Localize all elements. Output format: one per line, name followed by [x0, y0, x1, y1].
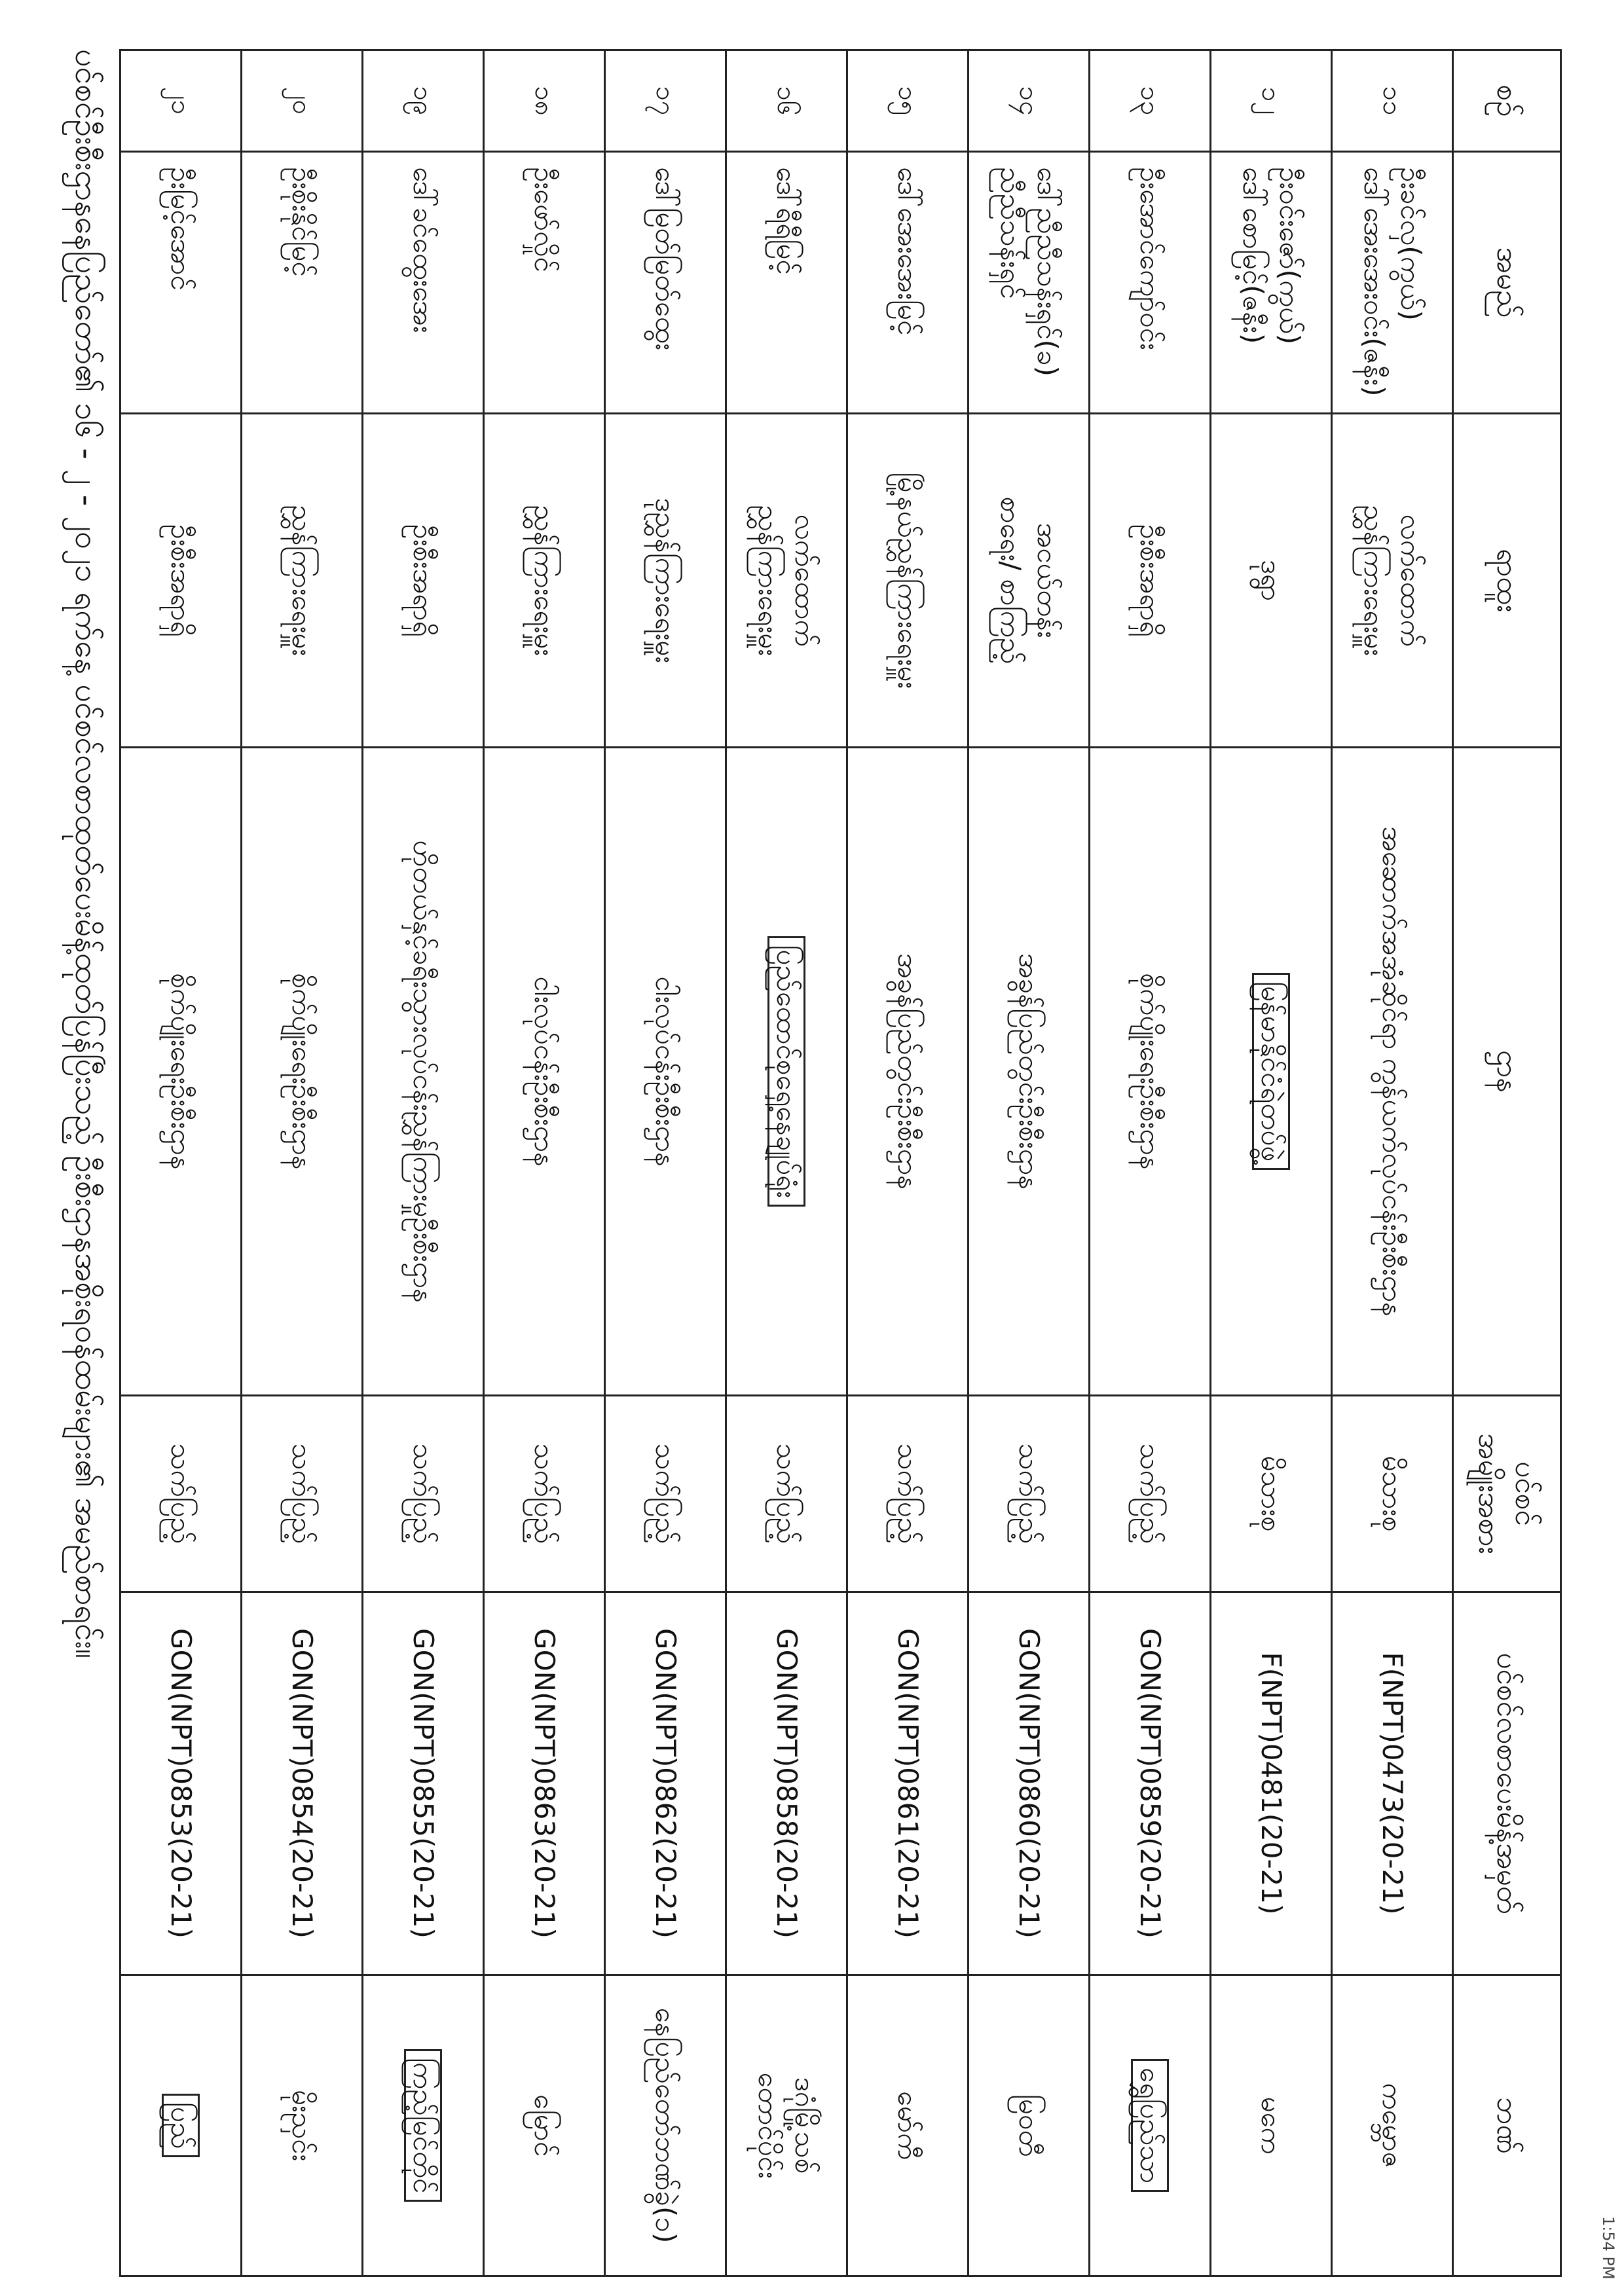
rank-line: မြို့နယ်ညွှန်ကြားရေးမှူး: [892, 472, 924, 689]
bank-text: မော်ကီ: [892, 2090, 924, 2160]
rank-line: လက်ထောက်: [789, 514, 821, 647]
cell-order-no: F(NPT)0473(20-21): [1332, 1592, 1453, 1975]
document-title: ပင်စင်ဦးစီးဌာနနေပြည်တော်၏ ၁၆ - ၂ - ၂၀၂၁ ရက်နေ့ ပင်စင်လစာထုတ်ပေးမိန့်ထုတ်ပြန်ပြီးသည့် ဦးစီးဌာနအစိုးရဝန်ထမ်းများ၏ အမည်စာရင်း။: [68, 49, 105, 1659]
department-text: ငါးလုပ်ငန်းဦးစီးဌာန: [528, 976, 561, 1167]
cell-order-no: F(NPT)0481(20-21): [1211, 1592, 1332, 1975]
cell-rank: [1211, 414, 1332, 748]
cell-department: [120, 748, 242, 1396]
department-text: အခွန်ပြည်တွင်းဦးစီးဌာန: [892, 953, 924, 1190]
cell-rank: [1332, 414, 1453, 748]
cell-pension-type: သက်ပြည့်: [605, 1396, 726, 1592]
cell-pension-type: သက်ပြည့်: [363, 1396, 484, 1592]
cell-name: [363, 152, 484, 414]
table-row: [1090, 50, 1211, 2276]
department-text: ငါးလုပ်ငန်းဦးစီးဌာန: [650, 976, 682, 1167]
table-row: [484, 50, 605, 2276]
department-text: ဟိုတယ်နှင့်ခရီးသွားလုပ်ငန်းညွှန်ကြားမှုဦးစီးဌာန: [407, 840, 439, 1303]
department-text: စိုက်ပျိုးရေးဦးစီးဌာန: [1134, 973, 1166, 1170]
cell-name: [605, 152, 726, 414]
table-row: [363, 50, 484, 2276]
cell-pension-type: မိသားစု: [1211, 1396, 1332, 1592]
bank-line: တောင်ပိုင်း: [752, 2072, 784, 2179]
bank-text: ရွှေပြည်သာ: [1131, 2059, 1169, 2192]
cell-serial: ၁၅: [847, 50, 969, 152]
bank-text: နေပြည်တော်ဘဏ်ခွဲ(၁): [650, 2007, 682, 2244]
rank-line: ညွှန်ကြားရေးမှူး: [286, 505, 318, 656]
cell-bank: [242, 1975, 363, 2276]
cell-serial: ၁၄: [969, 50, 1090, 152]
cell-department: [1090, 748, 1211, 1396]
cell-department: [726, 748, 847, 1396]
rank-line: လက်ထောက်: [1395, 514, 1427, 647]
cell-rank: [120, 414, 242, 748]
cell-department: [969, 748, 1090, 1396]
cell-bank: [1090, 1975, 1211, 2276]
header-name: အမည်: [1453, 152, 1561, 414]
table-row: [847, 50, 969, 2276]
name-line: ညီညီသန်းရှင်: [995, 167, 1027, 299]
cell-rank: [847, 414, 969, 748]
cell-name: [120, 152, 242, 414]
table-row: [1211, 50, 1332, 2276]
cell-rank: [605, 414, 726, 748]
table-row: [120, 50, 242, 2276]
rank-line: ညွှန်ကြားရေးမှူး: [528, 505, 561, 656]
cell-pension-type: သက်ပြည့်: [726, 1396, 847, 1592]
cell-rank: [484, 414, 605, 748]
cell-bank: [969, 1975, 1090, 2276]
table-row: [1332, 50, 1453, 2276]
cell-name: [1332, 152, 1453, 414]
bank-text: မကေ: [1255, 2096, 1287, 2155]
cell-rank: [1090, 414, 1211, 748]
header-pension-type-line-1: ပင်စင်: [1509, 1461, 1542, 1526]
cell-serial: ၁၈: [484, 50, 605, 152]
bank-text: မြဝတီ: [1013, 2094, 1045, 2157]
cell-department: [484, 748, 605, 1396]
cell-order-no: GON(NPT)0861(20-21): [847, 1592, 969, 1975]
cell-rank: [969, 414, 1090, 748]
cell-name: [969, 152, 1090, 414]
table-row: [242, 50, 363, 2276]
cell-order-no: GON(NPT)0854(20-21): [242, 1592, 363, 1975]
table-row: [726, 50, 847, 2276]
cell-name: [242, 152, 363, 414]
cell-department: [363, 748, 484, 1396]
cell-rank: [242, 414, 363, 748]
header-pension-type-line-2: အမျိုးအစား: [1472, 1433, 1505, 1554]
rank-line: ဒုရွာ: [1255, 559, 1287, 602]
name-line: ဦးဝင်းဇော်(ကွယ်): [1274, 167, 1306, 345]
scan-timestamp: 1:54 PM: [1599, 2216, 1617, 2280]
cell-bank: [1211, 1975, 1332, 2276]
header-pension-type: [1453, 1396, 1561, 1592]
cell-order-no: GON(NPT)0860(20-21): [969, 1592, 1090, 1975]
cell-department: [847, 748, 969, 1396]
cell-pension-type: သက်ပြည့်: [969, 1396, 1090, 1592]
cell-department: [242, 748, 363, 1396]
cell-bank: [1332, 1975, 1453, 2276]
cell-serial: ၁၁: [1332, 50, 1453, 152]
cell-department: [1332, 748, 1453, 1396]
cell-order-no: GON(NPT)0862(20-21): [605, 1592, 726, 1975]
name-line: ဒေါ်ညီညီသန်းရှင်(ခ): [1031, 167, 1063, 377]
cell-pension-type: သက်ပြည့်: [242, 1396, 363, 1592]
cell-order-no: GON(NPT)0863(20-21): [484, 1592, 605, 1975]
cell-order-no: GON(NPT)0855(20-21): [363, 1592, 484, 1975]
cell-name: [1211, 152, 1332, 414]
pension-table: [119, 49, 1562, 2277]
name-line: ဦးအောင်ကျော်ဝင်း: [1134, 167, 1166, 350]
cell-serial: ၁၆: [726, 50, 847, 152]
cell-bank: [363, 1975, 484, 2276]
bank-text: မြောင်: [528, 2094, 561, 2157]
name-line: ဒေါ်ရီရီမြင့်: [771, 167, 803, 275]
cell-bank: [726, 1975, 847, 2276]
department-text: စိုက်ပျိုးရေးဦးစီးဌာန: [165, 973, 197, 1170]
table-row: [969, 50, 1090, 2276]
cell-rank: [726, 414, 847, 748]
header-serial: စဉ်: [1453, 50, 1561, 152]
cell-serial: ၁၉: [363, 50, 484, 152]
cell-pension-type: သက်ပြည့်: [847, 1396, 969, 1592]
cell-name: [726, 152, 847, 414]
cell-serial: ၁၂: [1211, 50, 1332, 152]
cell-department: [1211, 748, 1332, 1396]
header-rank: ရာထူး: [1453, 414, 1561, 748]
name-line: ဒေါ်အေးအေးဝင်း(ဇနီး): [1358, 167, 1390, 397]
department-text: အခွန်ပြည်တွင်းဦးစီးဌာန: [1013, 953, 1045, 1190]
header-order-no: ပင်စင်လစာပေးမိန့်အမှတ်: [1453, 1592, 1561, 1975]
cell-order-no: GON(NPT)0858(20-21): [726, 1592, 847, 1975]
cell-rank: [363, 414, 484, 748]
cell-pension-type: သက်ပြည့်: [1090, 1396, 1211, 1592]
bank-text: ပြည်: [162, 2094, 200, 2158]
cell-bank: [120, 1975, 242, 2276]
rank-line: ဦးစီးအရာရှိ: [407, 524, 439, 637]
bank-text: မိုးညှင်း: [286, 2089, 318, 2162]
cell-pension-type: သက်ပြည့်: [120, 1396, 242, 1592]
bank-text: ကြည့်မြင်တိုင်: [404, 2049, 442, 2202]
cell-pension-type: သက်ပြည့်: [484, 1396, 605, 1592]
rank-line: စာရေး/ စာကြည့်: [995, 496, 1027, 665]
name-line: ဒေါ်မြတ်မြတ်ထွေး: [650, 167, 682, 350]
header-row: [1453, 50, 1561, 2276]
cell-order-no: GON(NPT)0853(20-21): [120, 1592, 242, 1975]
cell-name: [1090, 152, 1211, 414]
department-text: ပြည်ထောင်စုရှေ့နေချုပ်ရုံး: [767, 936, 805, 1207]
name-line: ဦးခင်လှ(ကွယ်): [1395, 167, 1427, 321]
table-row: [605, 50, 726, 2276]
cell-name: [484, 152, 605, 414]
header-department: ဌာန: [1453, 748, 1561, 1396]
cell-serial: ၂၀: [242, 50, 363, 152]
cell-bank: [484, 1975, 605, 2276]
department-text: အဆောက်အအုံဆိုင်ရာ ကွန်ယက်လုပ်ငန်းဦးစီးဌာန: [1376, 826, 1409, 1317]
rank-line: အငယ်တန်း: [1031, 522, 1063, 638]
cell-bank: [847, 1975, 969, 2276]
cell-serial: ၂၁: [120, 50, 242, 152]
name-line: ဒေါ်စောမြင့်(ဇနီး): [1237, 167, 1269, 344]
rank-line: ဦးစီးအရာရှိ: [165, 524, 197, 637]
name-line: ဒေါ်အေးအေးမြင့်: [892, 167, 924, 336]
cell-pension-type: မိသားစု: [1332, 1396, 1453, 1592]
rank-line: ဒုညွှန်ကြားရေးမှူး: [650, 498, 682, 663]
rank-line: ညွှန်ကြားရေးမှူး: [1358, 505, 1390, 656]
department-text: စိုက်ပျိုးရေးဦးစီးဌာန: [286, 973, 318, 1170]
cell-order-no: GON(NPT)0859(20-21): [1090, 1592, 1211, 1975]
name-line: ဒေါ်ခင်ထွေးအေး: [407, 167, 439, 333]
name-line: ဦးစိုးနိုင်မြင့်: [286, 167, 318, 277]
bank-text: ကမ္ဘောဇ: [1376, 2083, 1409, 2168]
name-line: ဦးဖော်လှိုင်: [528, 167, 561, 272]
name-line: ဦးမြင့်အောင်: [165, 167, 197, 291]
header-bank: ဘဏ်: [1453, 1975, 1561, 2276]
bank-line: ဒဂုံမြို့သစ်: [789, 2077, 821, 2174]
cell-name: [847, 152, 969, 414]
rank-line: ညွှန်ကြားရေးမှူး: [752, 505, 784, 656]
department-text: မြန်မာနိုင်ငံရဲတပ်ဖွဲ့: [1252, 973, 1290, 1170]
cell-department: [605, 748, 726, 1396]
cell-serial: ၁၇: [605, 50, 726, 152]
cell-serial: ၁၃: [1090, 50, 1211, 152]
cell-bank: [605, 1975, 726, 2276]
rank-line: ဦးစီးအရာရှိ: [1134, 524, 1166, 637]
